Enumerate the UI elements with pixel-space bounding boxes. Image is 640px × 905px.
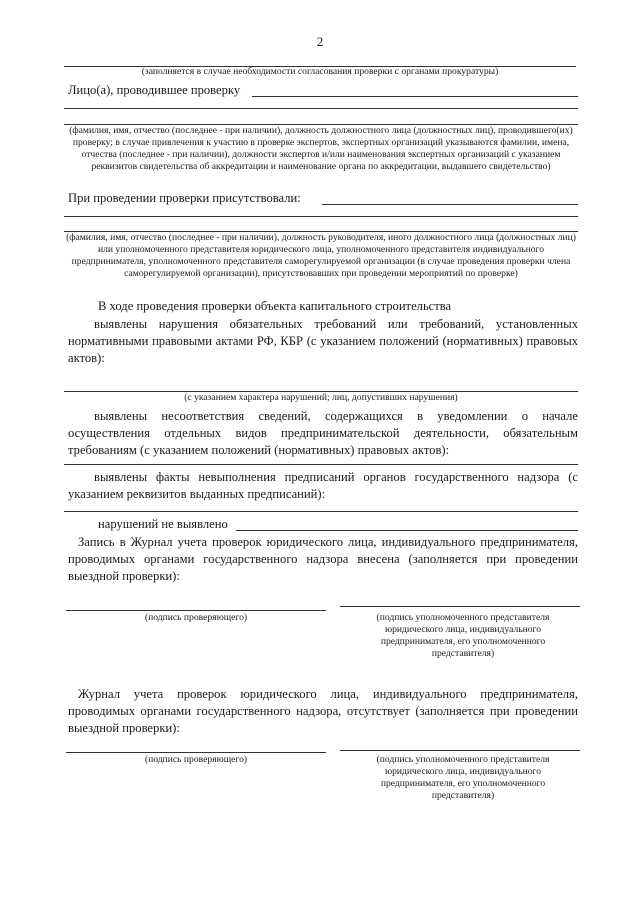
- inspector-signature-caption-2: (подпись проверяющего): [144, 754, 248, 765]
- representative-signature-line-2: [340, 750, 580, 751]
- present-line-1: [322, 204, 578, 205]
- no-violations-label: нарушений не выявлено: [98, 517, 228, 531]
- journal-entry-text: Запись в Журнал учета проверок юридического лица, индивидуального предпринимателя, проводимых органами государственного надзора внесена (заполняется при проведении выездной проверки):: [68, 535, 578, 583]
- orders-line: [64, 511, 578, 512]
- inspection-intro: В ходе проведения проверки объекта капитального строительства: [98, 299, 452, 313]
- present-caption: (фамилия, имя, отчество (последнее - при наличии), должность руководителя, иного должностного лица (должностных лиц) или уполномоченного представителя юридического лица, уполномоченного представителя индивидуального предпринимателя, уполномоченного представителя саморегулируемой организации (в случае проведения проверки члена саморегулируемой организации), присутствовавших при проведении мероприятий по проверке): [66, 232, 576, 279]
- prosecutor-note: (заполняется в случае необходимости согласования проверки с органами прокуратуры): [141, 66, 499, 77]
- inspectors-line-1: [252, 96, 578, 97]
- inspector-signature-line-1: [66, 610, 326, 611]
- representative-signature-line-1: [340, 606, 580, 607]
- present-label: При проведении проверки присутствовали:: [68, 191, 301, 205]
- discrepancies-text: выявлены несоответствия сведений, содержащихся в уведомлении о начале осуществления отдельных видов предпринимательской деятельности, обязательным требованиям (с указанием положений (нормативных) правовых актов):: [68, 409, 578, 457]
- no-violations-line: [236, 530, 578, 531]
- violations-caption: (с указанием характера нарушений; лиц, допустивших нарушения): [184, 392, 458, 403]
- page-number: 2: [316, 34, 324, 49]
- inspector-signature-caption-1: (подпись проверяющего): [144, 612, 248, 623]
- present-line-2: [64, 216, 578, 217]
- inspectors-label: Лицо(а), проводившее проверку: [68, 83, 241, 97]
- inspector-signature-line-2: [66, 752, 326, 753]
- inspectors-caption: (фамилия, имя, отчество (последнее - при наличии), должность должностного лица (должностных лиц), проводившего(их) проверку; в случае привлечения к участию в проверке экспертов, экспертных организаций указываются фамилии, имена, отчества (последнее - при наличии), должности экспертов и/или наименования экспертных организаций с указанием реквизитов свидетельства об аккредитации и наименование органа по аккредитации, выдавшего свидетельство): [69, 125, 573, 172]
- orders-text: выявлены факты невыполнения предписаний органов государственного надзора (с указанием реквизитов выданных предписаний):: [68, 470, 578, 501]
- journal-absent-text: Журнал учета проверок юридического лица, индивидуального предпринимателя, проводимых органами государственного надзора, отсутствует (заполняется при проведении выездной проверки):: [68, 687, 578, 735]
- inspectors-line-2: [64, 108, 578, 109]
- representative-signature-caption-2: (подпись уполномоченного представителя юридического лица, индивидуального предпринимателя, его уполномоченного представителя): [376, 754, 550, 801]
- representative-signature-caption-1: (подпись уполномоченного представителя юридического лица, индивидуального предпринимателя, его уполномоченного представителя): [376, 612, 550, 659]
- violations-text: выявлены нарушения обязательных требований или требований, установленных нормативными правовыми актами РФ, КБР (с указанием положений (нормативных) правовых актов):: [68, 317, 578, 365]
- discrepancies-line: [64, 464, 578, 465]
